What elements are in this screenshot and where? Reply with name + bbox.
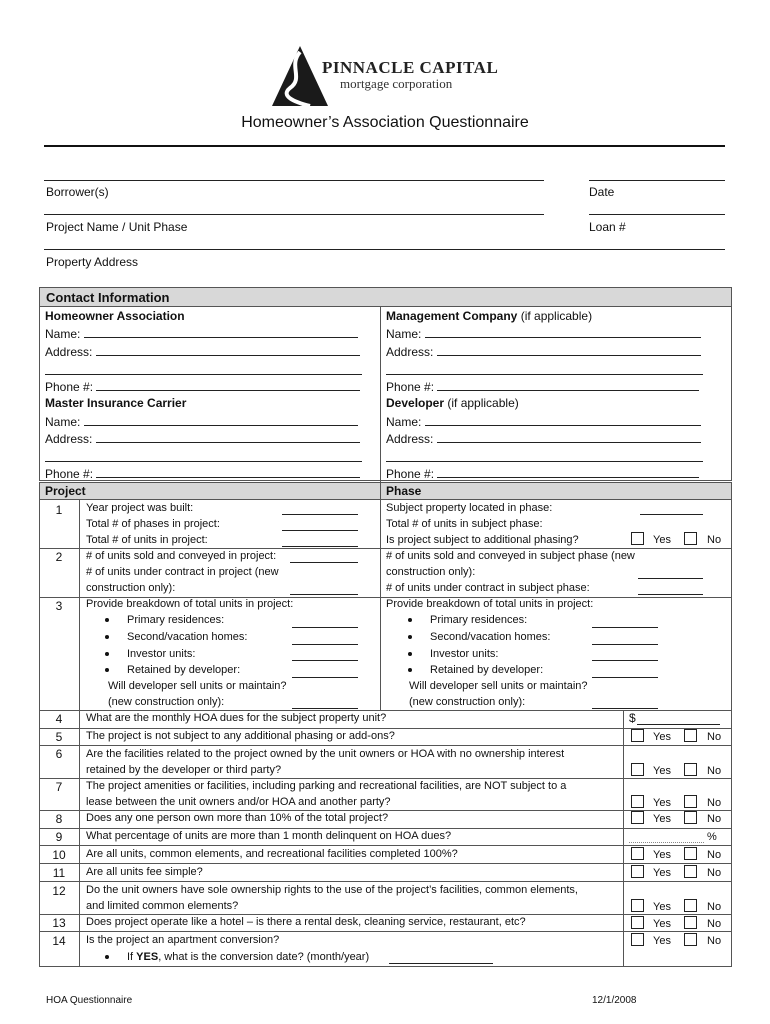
mgmt-phone-row <box>386 380 699 394</box>
r3-phase-developer-q2: (new construction only): <box>409 696 526 708</box>
row-divider <box>39 931 732 932</box>
company-logo <box>270 44 500 108</box>
r3-project-item-label: Investor units: <box>127 648 196 660</box>
r3-project-item-label: Retained by developer: <box>127 664 241 676</box>
mgmt-address-line2[interactable] <box>386 374 703 375</box>
ins-name-label: Name: <box>45 415 81 429</box>
mgmt-phone-field[interactable] <box>437 380 699 391</box>
q9-percent-sign: % <box>707 831 717 843</box>
r3-phase-item-label: Retained by developer: <box>430 664 544 676</box>
q8-yes-checkbox[interactable] <box>631 811 644 824</box>
bullet-icon <box>105 668 109 672</box>
q7-yes-label: Yes <box>653 797 671 809</box>
question-text: Is the project an apartment conversion? <box>86 934 280 946</box>
ins-phone-field[interactable] <box>96 467 360 478</box>
q4-dues-field[interactable] <box>637 724 720 725</box>
question-text: Are the facilities related to the project owned by the unit owners or HOA with no ownership interest <box>86 748 565 760</box>
footer-date: 12/1/2008 <box>592 995 637 1006</box>
r3-phase-developer-q: Will developer sell units or maintain? <box>409 680 588 692</box>
row-number: 1 <box>55 503 63 517</box>
dev-name-label: Name: <box>386 415 422 429</box>
ins-name-row <box>45 415 358 429</box>
row-number: 8 <box>55 812 63 826</box>
page-title: Homeowner’s Association Questionnaire <box>241 114 529 131</box>
bullet-icon <box>105 955 109 959</box>
hoa-address-label: Address: <box>45 345 93 359</box>
hoa-name-field[interactable] <box>84 327 358 338</box>
hoa-name-label: Name: <box>45 327 81 341</box>
row-number: 2 <box>55 550 63 564</box>
mgmt-heading-bold: Management Company <box>386 309 518 323</box>
r2-construction-only: construction only): <box>86 582 176 594</box>
q14-conversion-date-field[interactable] <box>389 963 493 964</box>
answer-column-divider <box>623 710 624 967</box>
r3-project-developer-q: Will developer sell units or maintain? <box>108 680 287 692</box>
question-text: Do the unit owners have sole ownership rights to the use of the project’s facilities, common elements, <box>86 884 578 896</box>
row-divider <box>39 810 732 811</box>
row-number: 6 <box>55 747 63 761</box>
bullet-icon <box>408 635 412 639</box>
loan-label: Loan # <box>589 220 626 234</box>
r3-phase-item <box>408 631 550 644</box>
r2-under-contract: # of units under contract in project (new <box>86 566 279 578</box>
hoa-heading: Homeowner Association <box>45 309 185 323</box>
r1-total-phases: Total # of phases in project: <box>86 518 220 530</box>
r1-no-label: No <box>707 534 722 546</box>
r3-phase-item-label: Second/vacation homes: <box>430 631 551 643</box>
ins-address-field[interactable] <box>96 432 360 443</box>
bullet-icon <box>408 618 412 622</box>
q12-no-checkbox[interactable] <box>684 899 697 912</box>
contact-divider <box>380 307 381 482</box>
q6-no-checkbox[interactable] <box>684 763 697 776</box>
ins-name-field[interactable] <box>84 415 358 426</box>
r3-project-item <box>105 664 240 677</box>
q11-yes-label: Yes <box>653 867 671 879</box>
hoa-address-line2[interactable] <box>45 374 362 375</box>
r2-phase-construction: construction only): <box>386 566 476 578</box>
row-divider <box>39 845 732 846</box>
hoa-address-row <box>45 345 360 359</box>
mgmt-address-label: Address: <box>386 345 434 359</box>
q5-yes-label: Yes <box>653 731 671 743</box>
r3-project-item-label: Second/vacation homes: <box>127 631 248 643</box>
q11-yes-checkbox[interactable] <box>631 865 644 878</box>
q14-if-text: If <box>127 951 137 963</box>
q8-no-label: No <box>707 813 722 825</box>
ins-address-line2[interactable] <box>45 461 362 462</box>
r3-phase-item-label: Investor units: <box>430 648 499 660</box>
r1-subject-phase-field[interactable] <box>640 514 703 515</box>
question-text: Are all units, common elements, and recreational facilities completed 100%? <box>86 848 458 860</box>
title-rule <box>44 145 725 147</box>
r1-total-phases-field[interactable] <box>282 530 358 531</box>
ins-phone-row <box>45 467 360 481</box>
r2-phase-contract-field[interactable] <box>638 594 703 595</box>
r3-phase-field[interactable] <box>592 677 658 678</box>
hoa-phone-label: Phone #: <box>45 380 94 394</box>
hoa-phone-row <box>45 380 360 394</box>
q12-no-label: No <box>707 901 722 913</box>
dev-name-field[interactable] <box>425 415 701 426</box>
q14-no-checkbox[interactable] <box>684 933 697 946</box>
r3-project-developer-q2: (new construction only): <box>108 696 225 708</box>
row-divider <box>39 914 732 915</box>
r1-year-built: Year project was built: <box>86 502 194 514</box>
developer-heading-rest: (if applicable) <box>447 396 519 410</box>
row-number: 10 <box>52 848 66 862</box>
q6-yes-label: Yes <box>653 765 671 777</box>
r3-phase-developer-field[interactable] <box>592 708 658 709</box>
hoa-address-field[interactable] <box>96 345 360 356</box>
row-number: 3 <box>55 599 63 613</box>
question-text-cont: retained by the developer or third party? <box>86 764 282 776</box>
dev-phone-field[interactable] <box>437 467 699 478</box>
developer-heading-bold: Developer <box>386 396 445 410</box>
r1-total-units-field[interactable] <box>282 546 358 547</box>
r2-under-contract-field[interactable] <box>290 594 358 595</box>
r2-sold-conveyed-field[interactable] <box>290 562 358 563</box>
mgmt-heading-rest: (if applicable) <box>520 309 593 323</box>
r3-project-field[interactable] <box>292 677 358 678</box>
q11-no-label: No <box>707 867 722 879</box>
q5-no-label: No <box>707 731 722 743</box>
r3-phase-item <box>408 664 543 677</box>
question-text-cont: and limited common elements? <box>86 900 239 912</box>
q7-no-checkbox[interactable] <box>684 795 697 808</box>
row-number: 5 <box>55 730 63 744</box>
q9-percent-field[interactable] <box>629 842 704 843</box>
r3-phase-field[interactable] <box>592 644 658 645</box>
mgmt-phone-label: Phone #: <box>386 380 435 394</box>
mgmt-name-field[interactable] <box>425 327 701 338</box>
row-number: 4 <box>55 712 63 726</box>
row-divider <box>39 828 732 829</box>
question-text: Does project operate like a hotel – is there a rental desk, cleaning service, restaurant, etc? <box>86 916 526 928</box>
hoa-name-row <box>45 327 358 341</box>
q10-no-checkbox[interactable] <box>684 847 697 860</box>
q12-yes-checkbox[interactable] <box>631 899 644 912</box>
dev-address-label: Address: <box>386 432 434 446</box>
bullet-icon <box>408 652 412 656</box>
q4-dollar-sign: $ <box>629 711 636 725</box>
ins-address-row <box>45 432 360 446</box>
project-phase-divider <box>380 482 381 710</box>
q10-yes-label: Yes <box>653 849 671 861</box>
r3-phase-item-label: Primary residences: <box>430 614 528 626</box>
footer-form-name: HOA Questionnaire <box>46 995 133 1006</box>
question-text: Does any one person own more than 10% of the total project? <box>86 812 389 824</box>
dev-phone-row <box>386 467 699 481</box>
hoa-phone-field[interactable] <box>96 380 360 391</box>
mgmt-address-field[interactable] <box>437 345 701 356</box>
developer-heading <box>386 397 519 410</box>
r3-project-breakdown: Provide breakdown of total units in project: <box>86 598 294 610</box>
r1-yes-checkbox[interactable] <box>631 532 644 545</box>
q5-yes-checkbox[interactable] <box>631 729 644 742</box>
row-number: 13 <box>52 916 66 930</box>
r3-project-item <box>105 631 247 644</box>
r1-year-built-field[interactable] <box>282 514 358 515</box>
property-address-line[interactable] <box>44 249 725 250</box>
dev-address-row <box>386 432 701 446</box>
q14-conversion-date <box>105 951 369 964</box>
question-text: Are all units fee simple? <box>86 866 203 878</box>
q13-no-checkbox[interactable] <box>684 916 697 929</box>
question-text: The project amenities or facilities, including parking and recreational facilities, are NOT subject to a <box>86 780 567 792</box>
dev-address-field[interactable] <box>437 432 701 443</box>
q8-yes-label: Yes <box>653 813 671 825</box>
date-line[interactable] <box>589 180 725 181</box>
r3-project-field[interactable] <box>292 660 358 661</box>
r3-phase-field[interactable] <box>592 627 658 628</box>
q14-conversion-text: , what is the conversion date? (month/year) <box>158 951 370 963</box>
row-number: 7 <box>55 780 63 794</box>
r2-phase-sold-field[interactable] <box>638 578 703 579</box>
mgmt-name-row <box>386 327 701 341</box>
question-text: What are the monthly HOA dues for the subject property unit? <box>86 712 387 724</box>
property-address-label: Property Address <box>46 255 139 269</box>
ins-address-label: Address: <box>45 432 93 446</box>
bullet-icon <box>105 652 109 656</box>
row-number: 14 <box>52 934 66 948</box>
row-number: 12 <box>52 884 66 898</box>
q14-yes-emphasis: YES <box>136 951 159 963</box>
q7-no-label: No <box>707 797 722 809</box>
row-divider <box>39 778 732 779</box>
dev-phone-label: Phone #: <box>386 467 435 481</box>
r1-subject-phase: Subject property located in phase: <box>386 502 553 514</box>
question-text: The project is not subject to any additional phasing or add-ons? <box>86 730 395 742</box>
row-number: 9 <box>55 830 63 844</box>
r3-phase-breakdown: Provide breakdown of total units in project: <box>386 598 594 610</box>
logo-subtitle: mortgage corporation <box>340 76 453 91</box>
q11-no-checkbox[interactable] <box>684 865 697 878</box>
borrowers-label: Borrower(s) <box>46 185 109 199</box>
q13-yes-label: Yes <box>653 918 671 930</box>
q13-yes-checkbox[interactable] <box>631 916 644 929</box>
bullet-icon <box>105 635 109 639</box>
question-text: What percentage of units are more than 1 month delinquent on HOA dues? <box>86 830 452 842</box>
q13-no-label: No <box>707 918 722 930</box>
r2-phase-under-contract: # of units under contract in subject phase: <box>386 582 590 594</box>
bullet-icon <box>408 668 412 672</box>
mountain-logo-icon <box>270 44 330 108</box>
q7-yes-checkbox[interactable] <box>631 795 644 808</box>
col-phase-header: Phase <box>386 484 422 498</box>
row-divider <box>39 548 732 549</box>
loan-line[interactable] <box>589 214 725 215</box>
question-text-cont: lease between the unit owners and/or HOA and another party? <box>86 796 391 808</box>
q10-yes-checkbox[interactable] <box>631 847 644 860</box>
q10-no-label: No <box>707 849 722 861</box>
q8-no-checkbox[interactable] <box>684 811 697 824</box>
r3-project-field[interactable] <box>292 644 358 645</box>
r2-phase-sold: # of units sold and conveyed in subject phase (new <box>386 550 635 562</box>
r1-no-checkbox[interactable] <box>684 532 697 545</box>
project-name-label: Project Name / Unit Phase <box>46 220 188 234</box>
q6-yes-checkbox[interactable] <box>631 763 644 776</box>
r2-sold-conveyed: # of units sold and conveyed in project: <box>86 550 277 562</box>
row-number: 11 <box>52 866 66 880</box>
row-divider <box>39 863 732 864</box>
r3-project-item <box>105 614 224 627</box>
r3-project-developer-field[interactable] <box>292 708 358 709</box>
r3-phase-item <box>408 614 527 627</box>
mgmt-heading <box>386 310 592 323</box>
mgmt-address-row <box>386 345 701 359</box>
q14-yes-label: Yes <box>653 935 671 947</box>
r1-additional-phasing: Is project subject to additional phasing? <box>386 534 579 546</box>
contact-heading: Contact Information <box>40 288 731 307</box>
r3-project-field[interactable] <box>292 627 358 628</box>
r3-phase-field[interactable] <box>592 660 658 661</box>
q14-yes-checkbox[interactable] <box>631 933 644 946</box>
r1-yes-label: Yes <box>653 534 671 546</box>
number-column-divider <box>79 499 80 967</box>
q5-no-checkbox[interactable] <box>684 729 697 742</box>
row-divider <box>39 745 732 746</box>
dev-address-line2[interactable] <box>386 461 703 462</box>
dev-name-row <box>386 415 701 429</box>
r1-units-in-phase: Total # of units in subject phase: <box>386 518 543 530</box>
project-name-line[interactable] <box>44 214 544 215</box>
borrowers-line[interactable] <box>44 180 544 181</box>
r3-phase-item <box>408 648 498 661</box>
q6-no-label: No <box>707 765 722 777</box>
col-project-header: Project <box>45 484 86 498</box>
row-divider <box>39 881 732 882</box>
q12-yes-label: Yes <box>653 901 671 913</box>
mgmt-name-label: Name: <box>386 327 422 341</box>
bullet-icon <box>105 618 109 622</box>
row-divider <box>39 728 732 729</box>
q14-no-label: No <box>707 935 722 947</box>
r1-total-units: Total # of units in project: <box>86 534 208 546</box>
r3-project-item-label: Primary residences: <box>127 614 225 626</box>
logo-company-name: PINNACLE CAPITAL <box>322 58 499 77</box>
date-label: Date <box>589 185 615 199</box>
r3-project-item <box>105 648 195 661</box>
insurance-heading: Master Insurance Carrier <box>45 396 187 410</box>
ins-phone-label: Phone #: <box>45 467 94 481</box>
